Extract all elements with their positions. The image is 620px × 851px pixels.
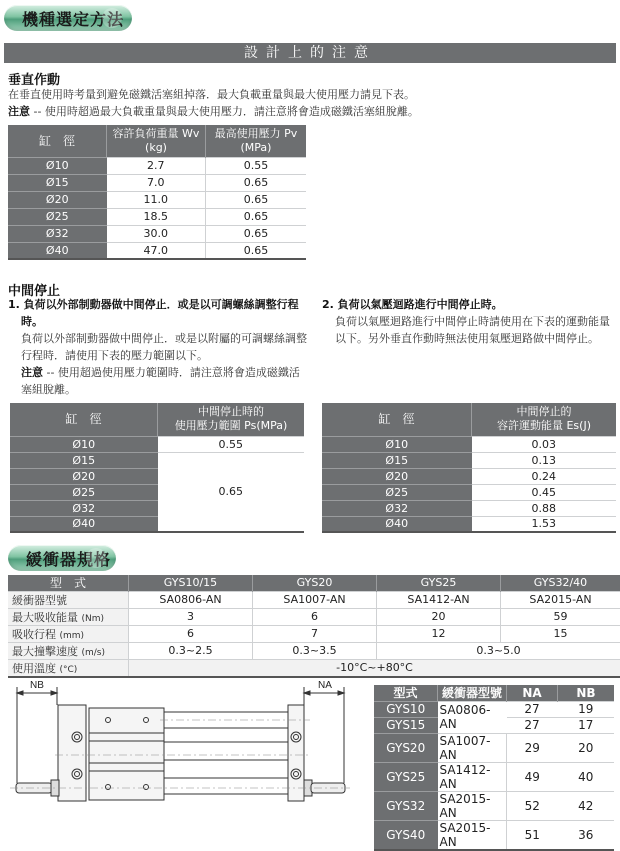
bore-cell: Ø40: [10, 516, 158, 532]
arrow-icon: [338, 691, 344, 695]
load-cell: 11.0: [107, 191, 206, 208]
arrow-icon: [17, 691, 23, 695]
bore-cell: Ø25: [322, 484, 472, 500]
cell: 6: [129, 625, 253, 642]
cell: 0.3~3.5: [253, 642, 377, 659]
bore-cell: Ø25: [8, 208, 107, 225]
cell: SA0806-AN: [129, 591, 253, 608]
col-header-part: 緩衝器型號: [438, 685, 507, 701]
vertical-load-table: [8, 125, 306, 260]
load-cell: 7.0: [107, 174, 206, 191]
table-row: [8, 225, 306, 242]
col-header-gys20: GYS20: [253, 575, 377, 591]
bore-cell: Ø20: [322, 468, 472, 484]
cell: 15: [501, 625, 620, 642]
table-row: [8, 174, 306, 191]
bore-cell: Ø40: [322, 516, 472, 532]
bore-cell: Ø40: [8, 242, 107, 259]
row-unit: (Nm): [82, 614, 105, 624]
item2-body: 負荷以氣壓迴路進行中間停止時請使用在下表的運動能量以下。另外垂直作動時無法使用氣壓迴路做中間停止。: [322, 313, 616, 347]
na-cell: 49: [507, 762, 558, 791]
arrow-icon: [51, 691, 57, 695]
na-cell: 29: [507, 733, 558, 762]
item1-body: 負荷以外部制動器做中間停止．或是以附屬的可調螺絲調整行程時．請使用下表的壓力範圍以下。: [8, 330, 308, 364]
row-stroke: [8, 625, 620, 642]
mid-stop-heading: 中間停止: [8, 280, 60, 299]
row-unit: (°C): [60, 665, 78, 675]
bore-cell: Ø32: [10, 500, 158, 516]
bore-cell: Ø10: [322, 436, 472, 452]
col-header-gys10-15: GYS10/15: [129, 575, 253, 591]
mid-stop-item-2: [322, 296, 616, 347]
row-label: [8, 642, 129, 659]
energy-cell: 0.24: [472, 468, 617, 484]
pressure-cell: 0.55: [206, 157, 307, 174]
row-label-text: 最大吸收能量: [12, 611, 78, 624]
row-label-text: 最大撞擊速度: [12, 645, 78, 658]
col-header-na: NA: [507, 685, 558, 701]
item1-note: [8, 364, 308, 398]
guide-rod-bottom: [164, 778, 288, 794]
col-header-load: 容許負荷重量 Wv (kg): [107, 125, 206, 157]
table-row: [374, 791, 614, 820]
arrow-icon: [304, 691, 310, 695]
load-cell: 30.0: [107, 225, 206, 242]
design-notes-banner: [4, 43, 616, 63]
table-row: [8, 242, 306, 259]
vertical-description: [8, 86, 618, 120]
pressure-cell-merged: 0.65: [158, 452, 305, 532]
mid-stop-pressure-table: [10, 403, 304, 533]
mid-stop-item-1: [8, 296, 308, 398]
table-row: [322, 452, 616, 468]
row-label-text: 吸收行程: [12, 628, 56, 641]
item1-heading: 1. 負荷以外部制動器做中間停止．或是以可調螺絲調整行程時。: [8, 296, 308, 330]
col-header-pressure-range: 中間停止時的 使用壓力範圍 Ps(MPa): [158, 403, 305, 436]
row-label: [8, 659, 129, 677]
cell: 7: [253, 625, 377, 642]
col-header-bore: 缸 徑: [8, 125, 107, 157]
bore-cell: Ø32: [322, 500, 472, 516]
nb-cell: 42: [558, 791, 615, 820]
col-header-bore: 缸 徑: [10, 403, 158, 436]
bore-cell: Ø20: [10, 468, 158, 484]
cell: 0.3~2.5: [129, 642, 253, 659]
cell: SA1412-AN: [377, 591, 501, 608]
pressure-cell: 0.65: [206, 174, 307, 191]
note-text: -- 使用超過使用壓力範圍時．請注意將會造成磁鐵活塞組脫離。: [21, 366, 300, 396]
row-label: [8, 608, 129, 625]
mid-stop-energy-table: [322, 403, 616, 533]
bore-cell: Ø10: [8, 157, 107, 174]
nb-cell: 40: [558, 762, 615, 791]
na-label: NA: [318, 680, 332, 691]
na-cell: 27: [507, 717, 558, 733]
col-header-pressure: 最高使用壓力 Pv (MPa): [206, 125, 307, 157]
banner-title: 設計上的注意: [244, 45, 376, 61]
row-label-text: 緩衝器型號: [12, 594, 67, 607]
cell: 6: [253, 608, 377, 625]
model-cell: GYS40: [374, 820, 438, 850]
slide-body: [89, 708, 164, 800]
cell-merged: 0.3~5.0: [377, 642, 620, 659]
col-header-model: 型 式: [8, 575, 129, 591]
pressure-cell: 0.65: [206, 225, 307, 242]
nb-cell: 19: [558, 701, 615, 717]
part-cell-merged: SA0806-AN: [438, 701, 507, 733]
section-badge-model-selection: [4, 5, 132, 31]
col-header-nb: NB: [558, 685, 615, 701]
energy-cell: 0.03: [472, 436, 617, 452]
na-nb-dimension-table: [374, 685, 614, 851]
bore-cell: Ø15: [322, 452, 472, 468]
pressure-cell: 0.65: [206, 191, 307, 208]
pressure-cell: 0.65: [206, 242, 307, 259]
col-header-model: 型式: [374, 685, 438, 701]
energy-cell: 0.13: [472, 452, 617, 468]
model-cell: GYS20: [374, 733, 438, 762]
vertical-heading: 垂直作動: [8, 69, 60, 88]
nb-cell: 20: [558, 733, 615, 762]
bore-cell: Ø20: [8, 191, 107, 208]
na-cell: 27: [507, 701, 558, 717]
bore-cell: Ø25: [10, 484, 158, 500]
row-part-number: [8, 591, 620, 608]
energy-cell: 1.53: [472, 516, 617, 532]
section-badge-label: 機種選定方法: [22, 7, 124, 30]
table-row: [8, 157, 306, 174]
table-row: [374, 701, 614, 717]
table-row: [374, 762, 614, 791]
model-cell: GYS15: [374, 717, 438, 733]
load-cell: 47.0: [107, 242, 206, 259]
pressure-cell: 0.55: [158, 436, 305, 452]
bore-cell: Ø15: [10, 452, 158, 468]
vertical-note: [8, 103, 618, 120]
na-cell: 51: [507, 820, 558, 850]
cell: 3: [129, 608, 253, 625]
cell: 59: [501, 608, 620, 625]
cylinder-dimension-diagram: [0, 675, 370, 803]
part-cell: SA1007-AN: [438, 733, 507, 762]
model-cell: GYS10: [374, 701, 438, 717]
shock-absorber-spec-table: [8, 575, 620, 678]
row-label-text: 使用溫度: [12, 662, 56, 675]
cell: 12: [377, 625, 501, 642]
row-max-speed: [8, 642, 620, 659]
row-unit: (mm): [60, 631, 85, 641]
right-end-plate: [288, 705, 304, 801]
na-cell: 52: [507, 791, 558, 820]
table-row: [322, 516, 616, 532]
table-row: [8, 191, 306, 208]
cell: 20: [377, 608, 501, 625]
col-header-gys25: GYS25: [377, 575, 501, 591]
pressure-cell: 0.65: [206, 208, 307, 225]
bore-cell: Ø15: [8, 174, 107, 191]
section-badge-shock-absorber: [8, 545, 116, 571]
part-cell: SA2015-AN: [438, 791, 507, 820]
cell: SA1007-AN: [253, 591, 377, 608]
cell-merged: -10°C~+80°C: [129, 659, 620, 677]
note-text: -- 使用時超過最大負載重量與最大使用壓力．請注意將會造成磁鐵活塞組脫離。: [30, 105, 419, 118]
part-cell: SA1412-AN: [438, 762, 507, 791]
load-cell: 2.7: [107, 157, 206, 174]
table-row: [8, 208, 306, 225]
model-cell: GYS25: [374, 762, 438, 791]
table-row: [322, 484, 616, 500]
cell: SA2015-AN: [501, 591, 620, 608]
table-row: [374, 733, 614, 762]
energy-cell: 0.45: [472, 484, 617, 500]
note-label: 注意: [8, 105, 30, 118]
row-unit: (m/s): [82, 648, 106, 658]
section-badge-label: 緩衝器規格: [26, 547, 111, 570]
row-temperature: [8, 659, 620, 677]
nb-cell: 17: [558, 717, 615, 733]
bore-cell: Ø32: [8, 225, 107, 242]
table-row: [322, 436, 616, 452]
col-header-bore: 缸 徑: [322, 403, 472, 436]
energy-cell: 0.88: [472, 500, 617, 516]
guide-rod-middle: [164, 742, 288, 760]
table-row: [374, 820, 614, 850]
table-row: [322, 500, 616, 516]
nb-label: NB: [30, 680, 44, 691]
note-label: 注意: [21, 366, 43, 379]
part-cell: SA2015-AN: [438, 820, 507, 850]
vertical-line1: 在垂直使用時考量到避免磁鐵活塞組掉落．最大負載重量與最大使用壓力請見下表。: [8, 86, 618, 103]
col-header-gys32-40: GYS32/40: [501, 575, 620, 591]
load-cell: 18.5: [107, 208, 206, 225]
nb-cell: 36: [558, 820, 615, 850]
model-cell: GYS32: [374, 791, 438, 820]
table-row: [322, 468, 616, 484]
col-header-energy: 中間停止的 容許運動能量 Es(J): [472, 403, 617, 436]
left-end-plate: [58, 705, 86, 801]
row-max-energy: [8, 608, 620, 625]
bore-cell: Ø10: [10, 436, 158, 452]
item2-heading: 2. 負荷以氣壓迴路進行中間停止時。: [322, 296, 616, 313]
row-label: [8, 625, 129, 642]
row-label: [8, 591, 129, 608]
